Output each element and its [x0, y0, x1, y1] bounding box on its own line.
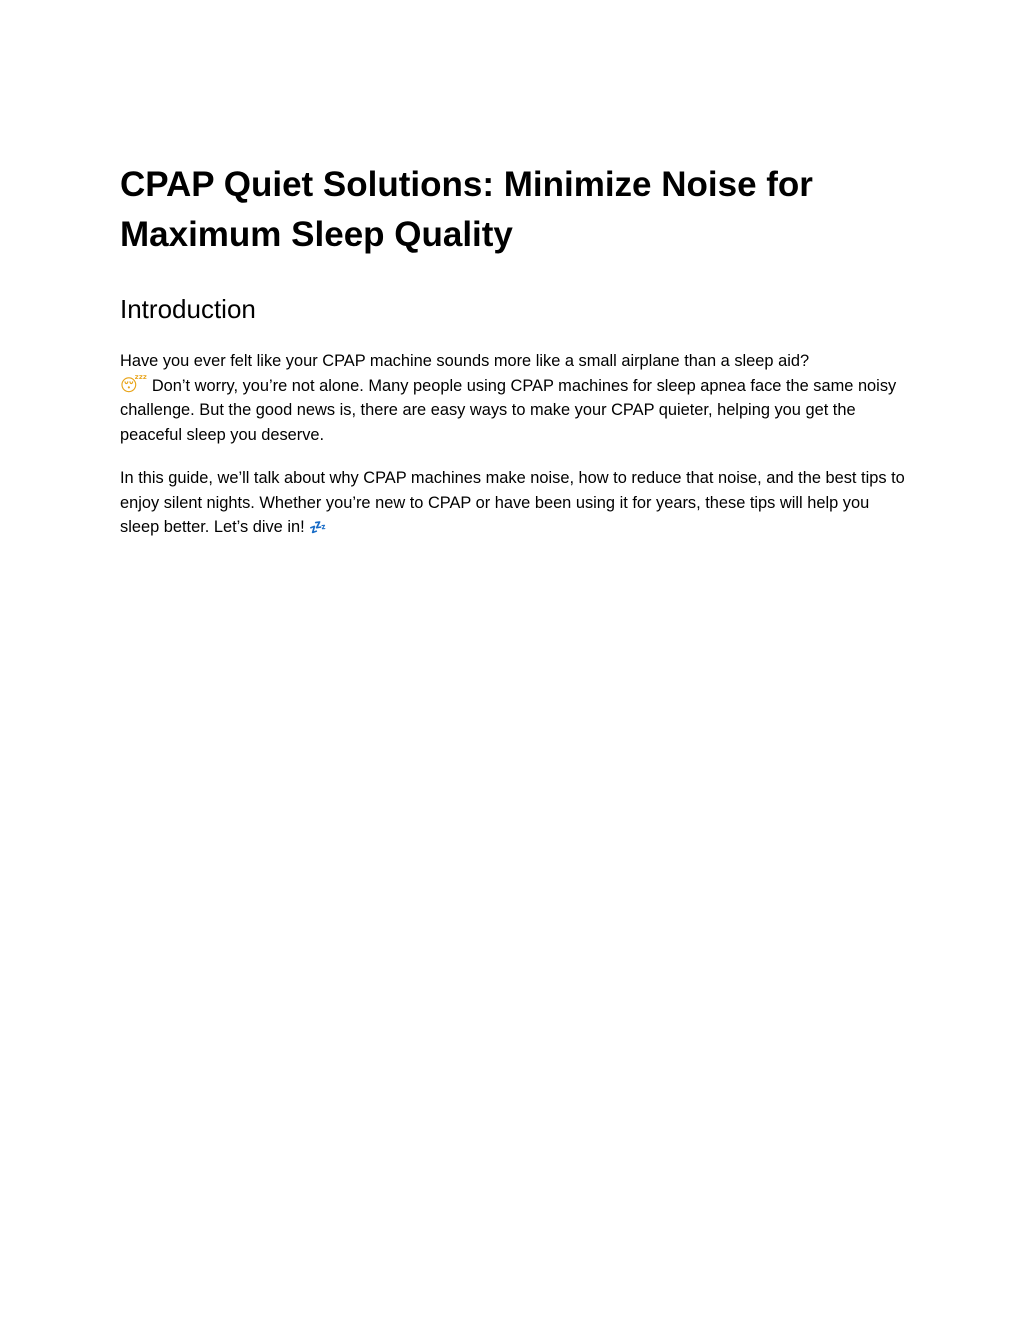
intro-paragraph-2: [120, 466, 910, 540]
sleeping-face-icon: 😴: [120, 375, 148, 396]
paragraph-text: Have you ever felt like your CPAP machine sounds more like a small airplane than a sleep aid?: [120, 352, 810, 370]
paragraph-text: In this guide, we’ll talk about why CPAP machines make noise, how to reduce that noise, and the best tips to enjoy silent nights. Whether you’re new to CPAP or have been using it for years, these tips will help you sleep better. Let’s dive in!: [120, 469, 905, 536]
section-heading-introduction: Introduction: [120, 294, 256, 324]
intro-paragraph-1: [120, 349, 910, 447]
page-title: CPAP Quiet Solutions: Minimize Noise for Maximum Sleep Quality: [120, 165, 813, 254]
paragraph-text: Don’t worry, you’re not alone. Many people using CPAP machines for sleep apnea face the same noisy challenge. But the good news is, there are easy ways to make your CPAP quieter, helping you get the peaceful sleep you deserve.: [120, 376, 897, 444]
zzz-icon: 💤: [309, 520, 325, 536]
